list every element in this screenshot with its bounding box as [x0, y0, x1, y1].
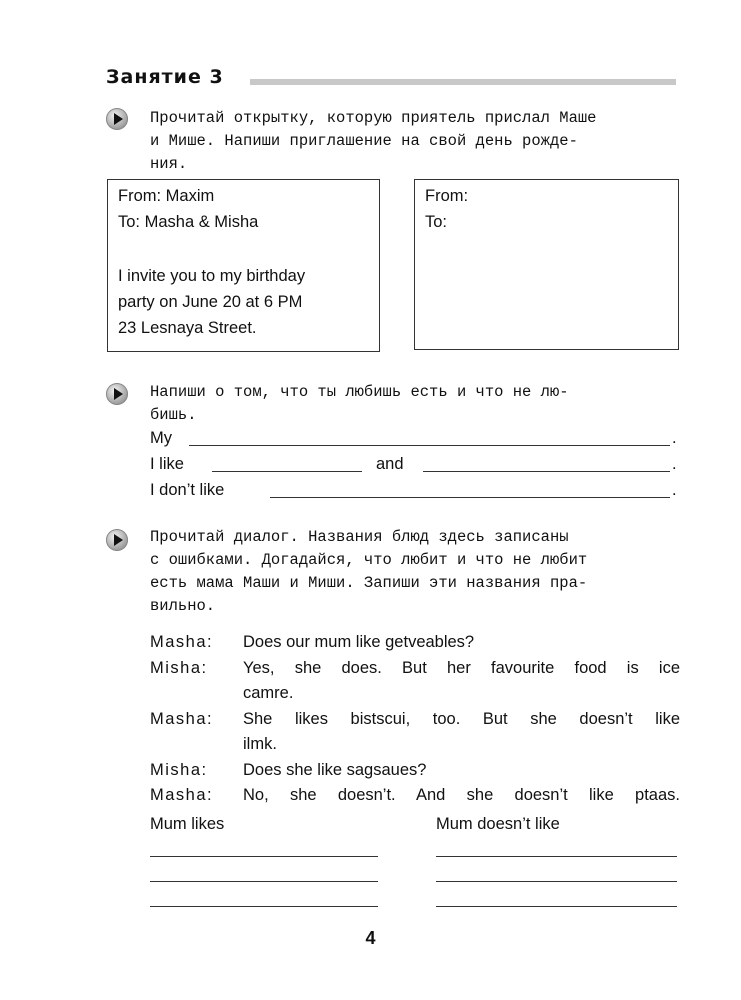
dialog-line: Misha: Does she like sagsaues? — [150, 758, 680, 784]
card-body-line: I invite you to my birthday — [118, 267, 306, 285]
mum-likes-label: Mum likes — [150, 815, 225, 833]
answer-to-label: To: — [425, 213, 448, 231]
answer-line[interactable] — [423, 471, 670, 472]
instruction-line: вильно. — [150, 597, 216, 615]
period: . — [672, 481, 677, 499]
play-icon[interactable] — [106, 108, 128, 130]
and-label: and — [376, 455, 404, 473]
task1-instruction — [150, 107, 678, 176]
answer-line[interactable] — [436, 881, 677, 882]
answer-line[interactable] — [270, 497, 670, 498]
speaker: Misha: — [150, 658, 208, 677]
answer-line[interactable] — [150, 881, 378, 882]
page-number: 4 — [365, 928, 376, 948]
period: . — [672, 455, 677, 473]
period: . — [672, 429, 677, 447]
instruction-line: с ошибками. Догадайся, что любит и что не любит — [150, 551, 588, 569]
dialog-line: Masha: She likes bistscui, too. But she doesn’t like ilmk. — [150, 707, 680, 758]
i-dont-like-label: I don’t like — [150, 481, 225, 499]
my-label: My — [150, 429, 172, 447]
dialog-line: Masha: No, she doesn’t. And she doesn’t like ptaas. — [150, 783, 680, 809]
dialog-line: Misha: Yes, she does. But her favourite food is ice camre. — [150, 656, 680, 707]
answer-line[interactable] — [150, 856, 378, 857]
play-icon[interactable] — [106, 383, 128, 405]
card-body-line: 23 Lesnaya Street. — [118, 319, 257, 337]
instruction-line: Прочитай диалог. Названия блюд здесь записаны — [150, 528, 569, 546]
card-from: From: Maxim — [118, 187, 215, 205]
play-icon[interactable] — [106, 529, 128, 551]
mum-doesnt-like-label: Mum doesn’t like — [436, 815, 560, 833]
task3-instruction — [150, 526, 678, 618]
instruction-line: бишь. — [150, 406, 197, 424]
instruction-line: Напиши о том, что ты любишь есть и что не лю- — [150, 383, 569, 401]
speaker: Masha: — [150, 633, 214, 651]
speaker: Masha: — [150, 709, 214, 728]
instruction-line: и Мише. Напиши приглашение на свой день рожде- — [150, 132, 578, 150]
card-body — [118, 263, 368, 341]
answer-line[interactable] — [150, 906, 378, 907]
card-body-line: party on June 20 at 6 PM — [118, 293, 303, 311]
answer-from-label: From: — [425, 187, 469, 205]
answer-line[interactable] — [436, 856, 677, 857]
answer-line[interactable] — [189, 445, 670, 446]
dialog — [150, 630, 680, 809]
task2-instruction — [150, 381, 678, 427]
answer-line[interactable] — [436, 906, 677, 907]
instruction-line: Прочитай открытку, которую приятель прислал Маше — [150, 109, 597, 127]
speaker: Misha: — [150, 760, 208, 779]
heading-rule — [250, 79, 676, 85]
instruction-line: есть мама Маши и Миши. Запиши эти названия пра- — [150, 574, 588, 592]
answer-line[interactable] — [212, 471, 362, 472]
lesson-title: Занятие 3 — [106, 66, 224, 88]
card-to: To: Masha & Misha — [118, 213, 259, 231]
instruction-line: ния. — [150, 155, 188, 173]
i-like-label: I like — [150, 455, 184, 473]
dialog-line: Masha: Does our mum like getveables? — [150, 630, 680, 656]
speaker: Masha: — [150, 786, 214, 804]
